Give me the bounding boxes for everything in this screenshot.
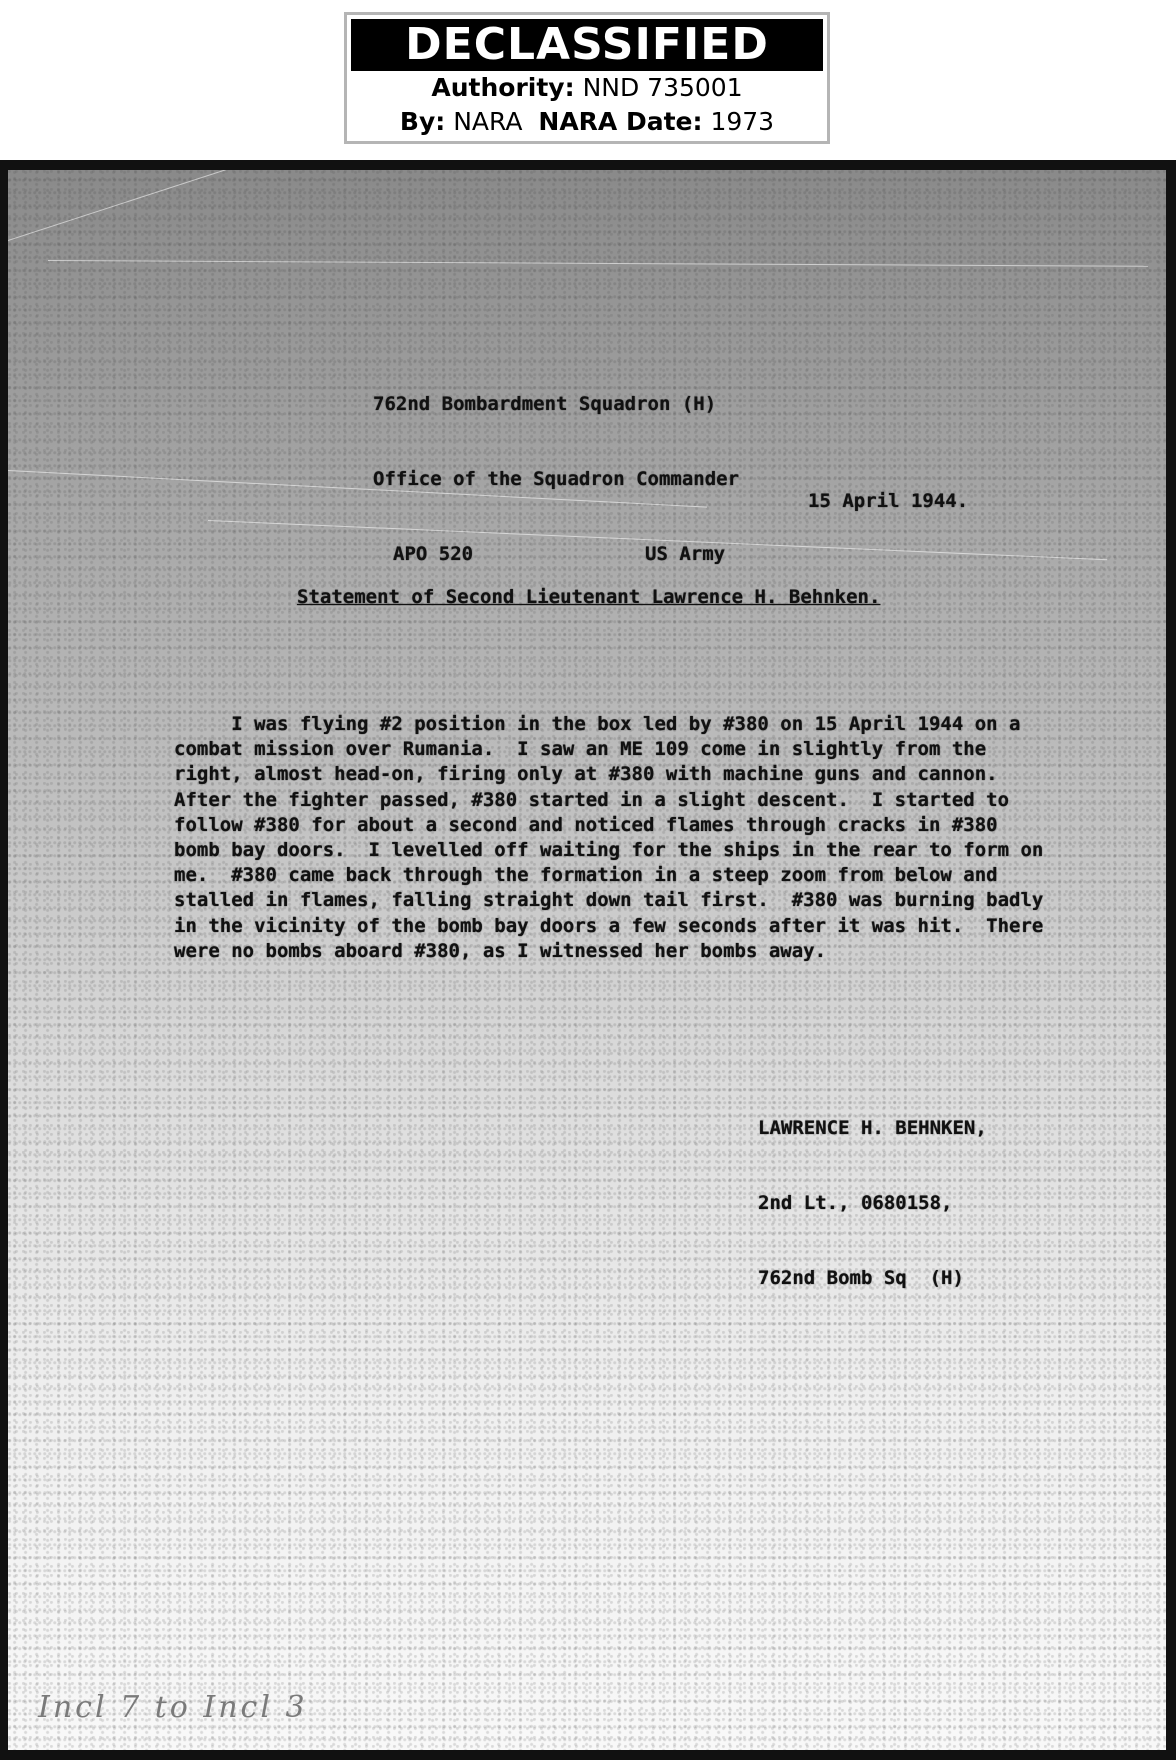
stamp-by-line (347, 105, 827, 139)
signature-unit: 762nd Bomb Sq (H) (758, 1267, 964, 1289)
signature-block (758, 1066, 987, 1341)
letterhead-address (373, 542, 739, 567)
scratch-mark (8, 160, 503, 241)
stamp-by-value: NARA (453, 107, 523, 136)
stamp-by-label: By: (399, 107, 446, 136)
scanned-page (0, 160, 1176, 1760)
document-date: 15 April 1944. (808, 490, 969, 512)
letterhead-unit: 762nd Bombardment Squadron (H) (373, 393, 717, 415)
stamp-date-value: 1973 (710, 107, 775, 136)
statement-body: I was flying #2 position in the box led by #380 on 15 April 1944 on a combat mission over Rumania. I saw an ME 109 come in slightly from the right, almost head-on, firing only at #380 with machine guns and cannon. After the fighter passed, #380 started in a slight descent. I started to follow #380 for about a second and noticed flames through cracks in #380 bomb bay doors. I levelled off waiting for the ships in the rear to form on me. #380 came back through the formation in a steep zoom from below and stalled in flames, falling straight down tail first. #380 was burning badly in the vicinity of the bomb bay doors a few seconds after it was hit. There were no bombs aboard #380, as I witnessed her bombs away. (174, 713, 1055, 962)
letterhead-apo: APO 520 (393, 543, 474, 565)
stamp-date-label: NARA Date: (538, 107, 703, 136)
stamp-authority-value: NND 735001 (582, 73, 743, 102)
signature-name: LAWRENCE H. BEHNKEN, (758, 1117, 987, 1139)
signature-rank: 2nd Lt., 0680158, (758, 1192, 953, 1214)
stamp-title: DECLASSIFIED (351, 19, 823, 71)
letterhead-office: Office of the Squadron Commander (373, 468, 740, 490)
declassified-stamp (344, 12, 830, 144)
letterhead-service: US Army (645, 543, 726, 565)
letterhead (373, 342, 739, 617)
scratch-mark (48, 260, 1148, 267)
stamp-authority-line (347, 71, 827, 105)
statement-heading: Statement of Second Lieutenant Lawrence H. Behnken. (297, 586, 881, 608)
stamp-authority-label: Authority: (431, 73, 575, 102)
handwritten-note: Incl 7 to Incl 3 (38, 1690, 308, 1725)
